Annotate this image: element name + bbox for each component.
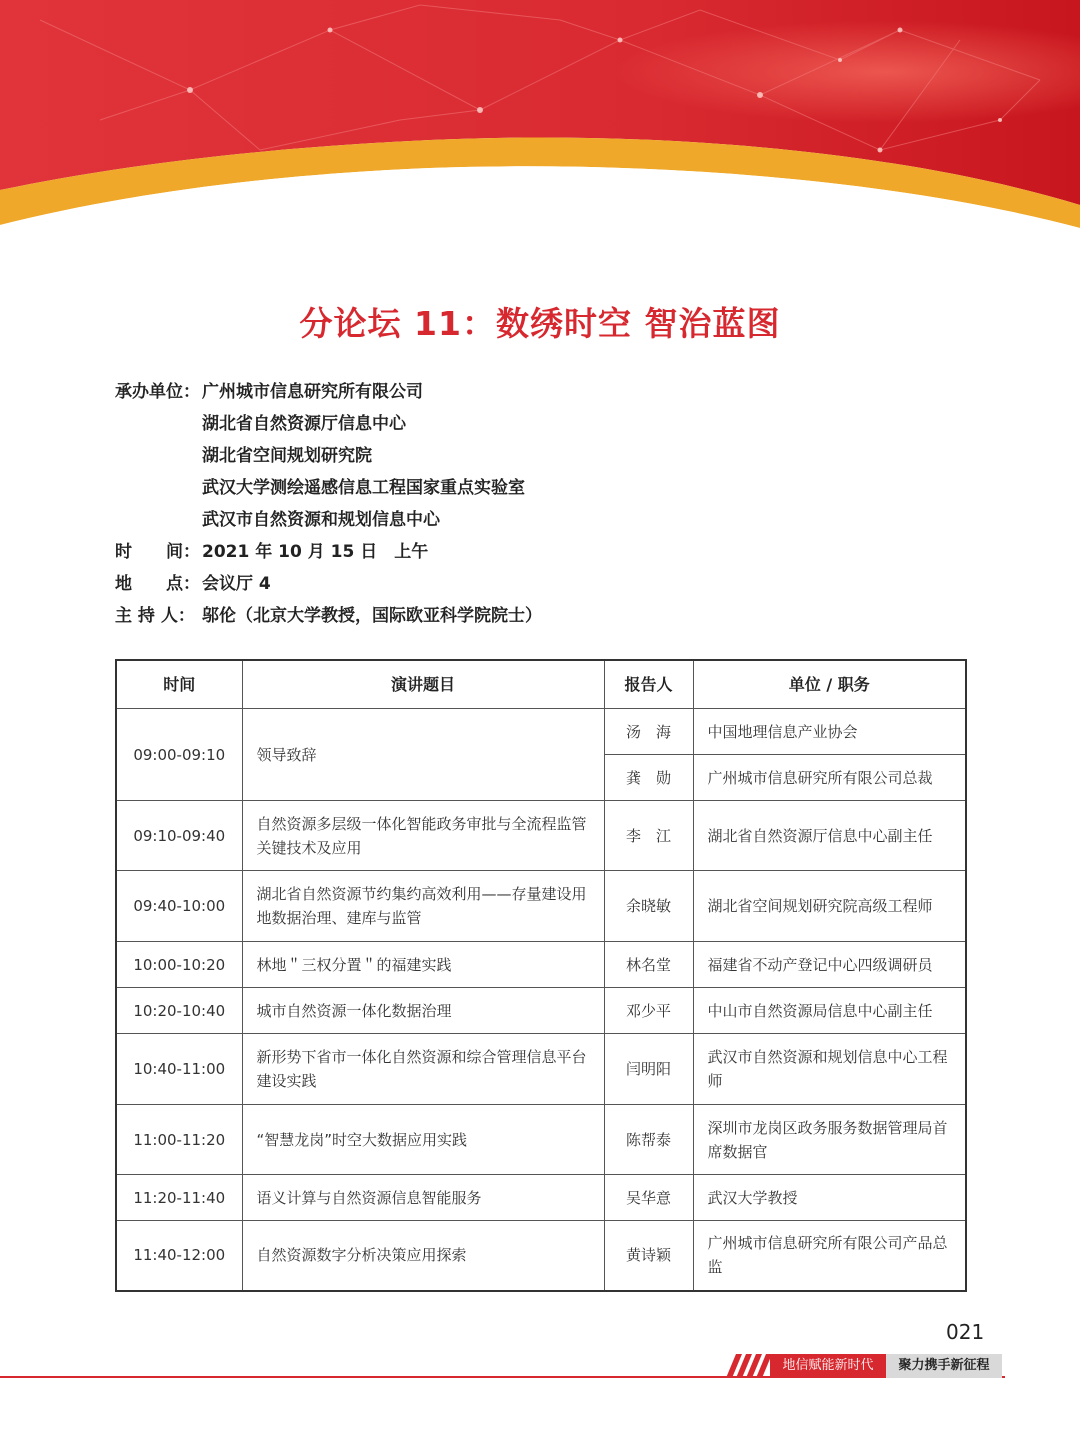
cell-time: 09:10-09:40 (116, 801, 242, 871)
table-row (116, 1221, 966, 1291)
cell-speaker: 闫明阳 (604, 1034, 693, 1105)
organizer-item: 湖北省空间规划研究院 (202, 446, 372, 466)
table-row (116, 1105, 966, 1175)
footer-stripes-decoration (718, 1352, 778, 1380)
cell-speaker: 邓少平 (604, 988, 693, 1034)
page-title: 分论坛 11：数绣时空 智治蓝图 (299, 304, 781, 343)
header-time: 时间 (116, 660, 242, 709)
cell-topic: 领导致辞 (242, 709, 604, 801)
table-row (116, 988, 966, 1034)
organizers-label: 承办单位： (115, 382, 200, 402)
cell-unit: 深圳市龙岗区政务服务数据管理局首席数据官 (693, 1105, 966, 1175)
schedule-table (115, 659, 967, 1292)
cell-time: 11:40-12:00 (116, 1221, 242, 1291)
venue-value: 会议厅 4 (202, 574, 271, 594)
header-unit: 单位 / 职务 (693, 660, 966, 709)
table-row (116, 942, 966, 988)
cell-time: 11:20-11:40 (116, 1175, 242, 1221)
organizer-item: 湖北省自然资源厅信息中心 (202, 414, 406, 434)
cell-topic: 林地＂三权分置＂的福建实践 (242, 942, 604, 988)
cell-topic: 自然资源数字分析决策应用探索 (242, 1221, 604, 1291)
venue-row (115, 569, 271, 594)
cell-time: 10:40-11:00 (116, 1034, 242, 1105)
cell-speaker: 余晓敏 (604, 871, 693, 942)
table-row (116, 801, 966, 871)
cell-time: 09:00-09:10 (116, 709, 242, 801)
cell-time: 09:40-10:00 (116, 871, 242, 942)
page-number: 021 (946, 1320, 985, 1344)
cell-topic: 新形势下省市一体化自然资源和综合管理信息平台建设实践 (242, 1034, 604, 1105)
table-header-row (116, 660, 966, 709)
cell-topic: 语义计算与自然资源信息智能服务 (242, 1175, 604, 1221)
time-label: 时 间： (115, 542, 200, 562)
cell-speaker: 汤 海 (604, 709, 693, 755)
cell-unit: 广州城市信息研究所有限公司总裁 (693, 755, 966, 801)
cell-time: 10:00-10:20 (116, 942, 242, 988)
table-row (116, 1175, 966, 1221)
table-row (116, 871, 966, 942)
cell-topic: 城市自然资源一体化数据治理 (242, 988, 604, 1034)
cell-unit: 湖北省空间规划研究院高级工程师 (693, 871, 966, 942)
footer-slogan-left: 地信赋能新时代 (770, 1354, 886, 1378)
cell-unit: 武汉大学教授 (693, 1175, 966, 1221)
organizer-item: 武汉大学测绘遥感信息工程国家重点实验室 (202, 478, 525, 498)
host-row (115, 601, 542, 626)
cell-speaker: 林名堂 (604, 942, 693, 988)
organizer-item: 广州城市信息研究所有限公司 (202, 382, 423, 402)
table-row (116, 709, 966, 755)
cell-speaker: 吴华意 (604, 1175, 693, 1221)
cell-topic: 自然资源多层级一体化智能政务审批与全流程监管关键技术及应用 (242, 801, 604, 871)
cell-unit: 中国地理信息产业协会 (693, 709, 966, 755)
cell-topic: “智慧龙岗”时空大数据应用实践 (242, 1105, 604, 1175)
time-row (115, 537, 428, 562)
cell-unit: 福建省不动产登记中心四级调研员 (693, 942, 966, 988)
host-label: 主 持 人： (115, 606, 195, 626)
cell-speaker: 陈帮泰 (604, 1105, 693, 1175)
table-row (116, 1034, 966, 1105)
header-topic: 演讲题目 (242, 660, 604, 709)
cell-topic: 湖北省自然资源节约集约高效利用——存量建设用地数据治理、建库与监管 (242, 871, 604, 942)
cell-unit: 武汉市自然资源和规划信息中心工程师 (693, 1034, 966, 1105)
cell-unit: 广州城市信息研究所有限公司产品总监 (693, 1221, 966, 1291)
venue-label: 地 点： (115, 574, 200, 594)
header-banner (0, 0, 1080, 240)
cell-unit: 中山市自然资源局信息中心副主任 (693, 988, 966, 1034)
cell-speaker: 李 江 (604, 801, 693, 871)
header-speaker: 报告人 (604, 660, 693, 709)
organizer-item: 武汉市自然资源和规划信息中心 (202, 510, 440, 530)
time-value: 2021 年 10 月 15 日 上午 (202, 542, 429, 562)
host-value: 邬伦（北京大学教授，国际欧亚科学院院士） (202, 606, 542, 626)
cell-speaker: 龚 勋 (604, 755, 693, 801)
cell-speaker: 黄诗颖 (604, 1221, 693, 1291)
footer-slogan-right: 聚力携手新征程 (886, 1354, 1002, 1378)
cell-time: 11:00-11:20 (116, 1105, 242, 1175)
organizers-row (115, 377, 423, 402)
cell-unit: 湖北省自然资源厅信息中心副主任 (693, 801, 966, 871)
cell-time: 10:20-10:40 (116, 988, 242, 1034)
